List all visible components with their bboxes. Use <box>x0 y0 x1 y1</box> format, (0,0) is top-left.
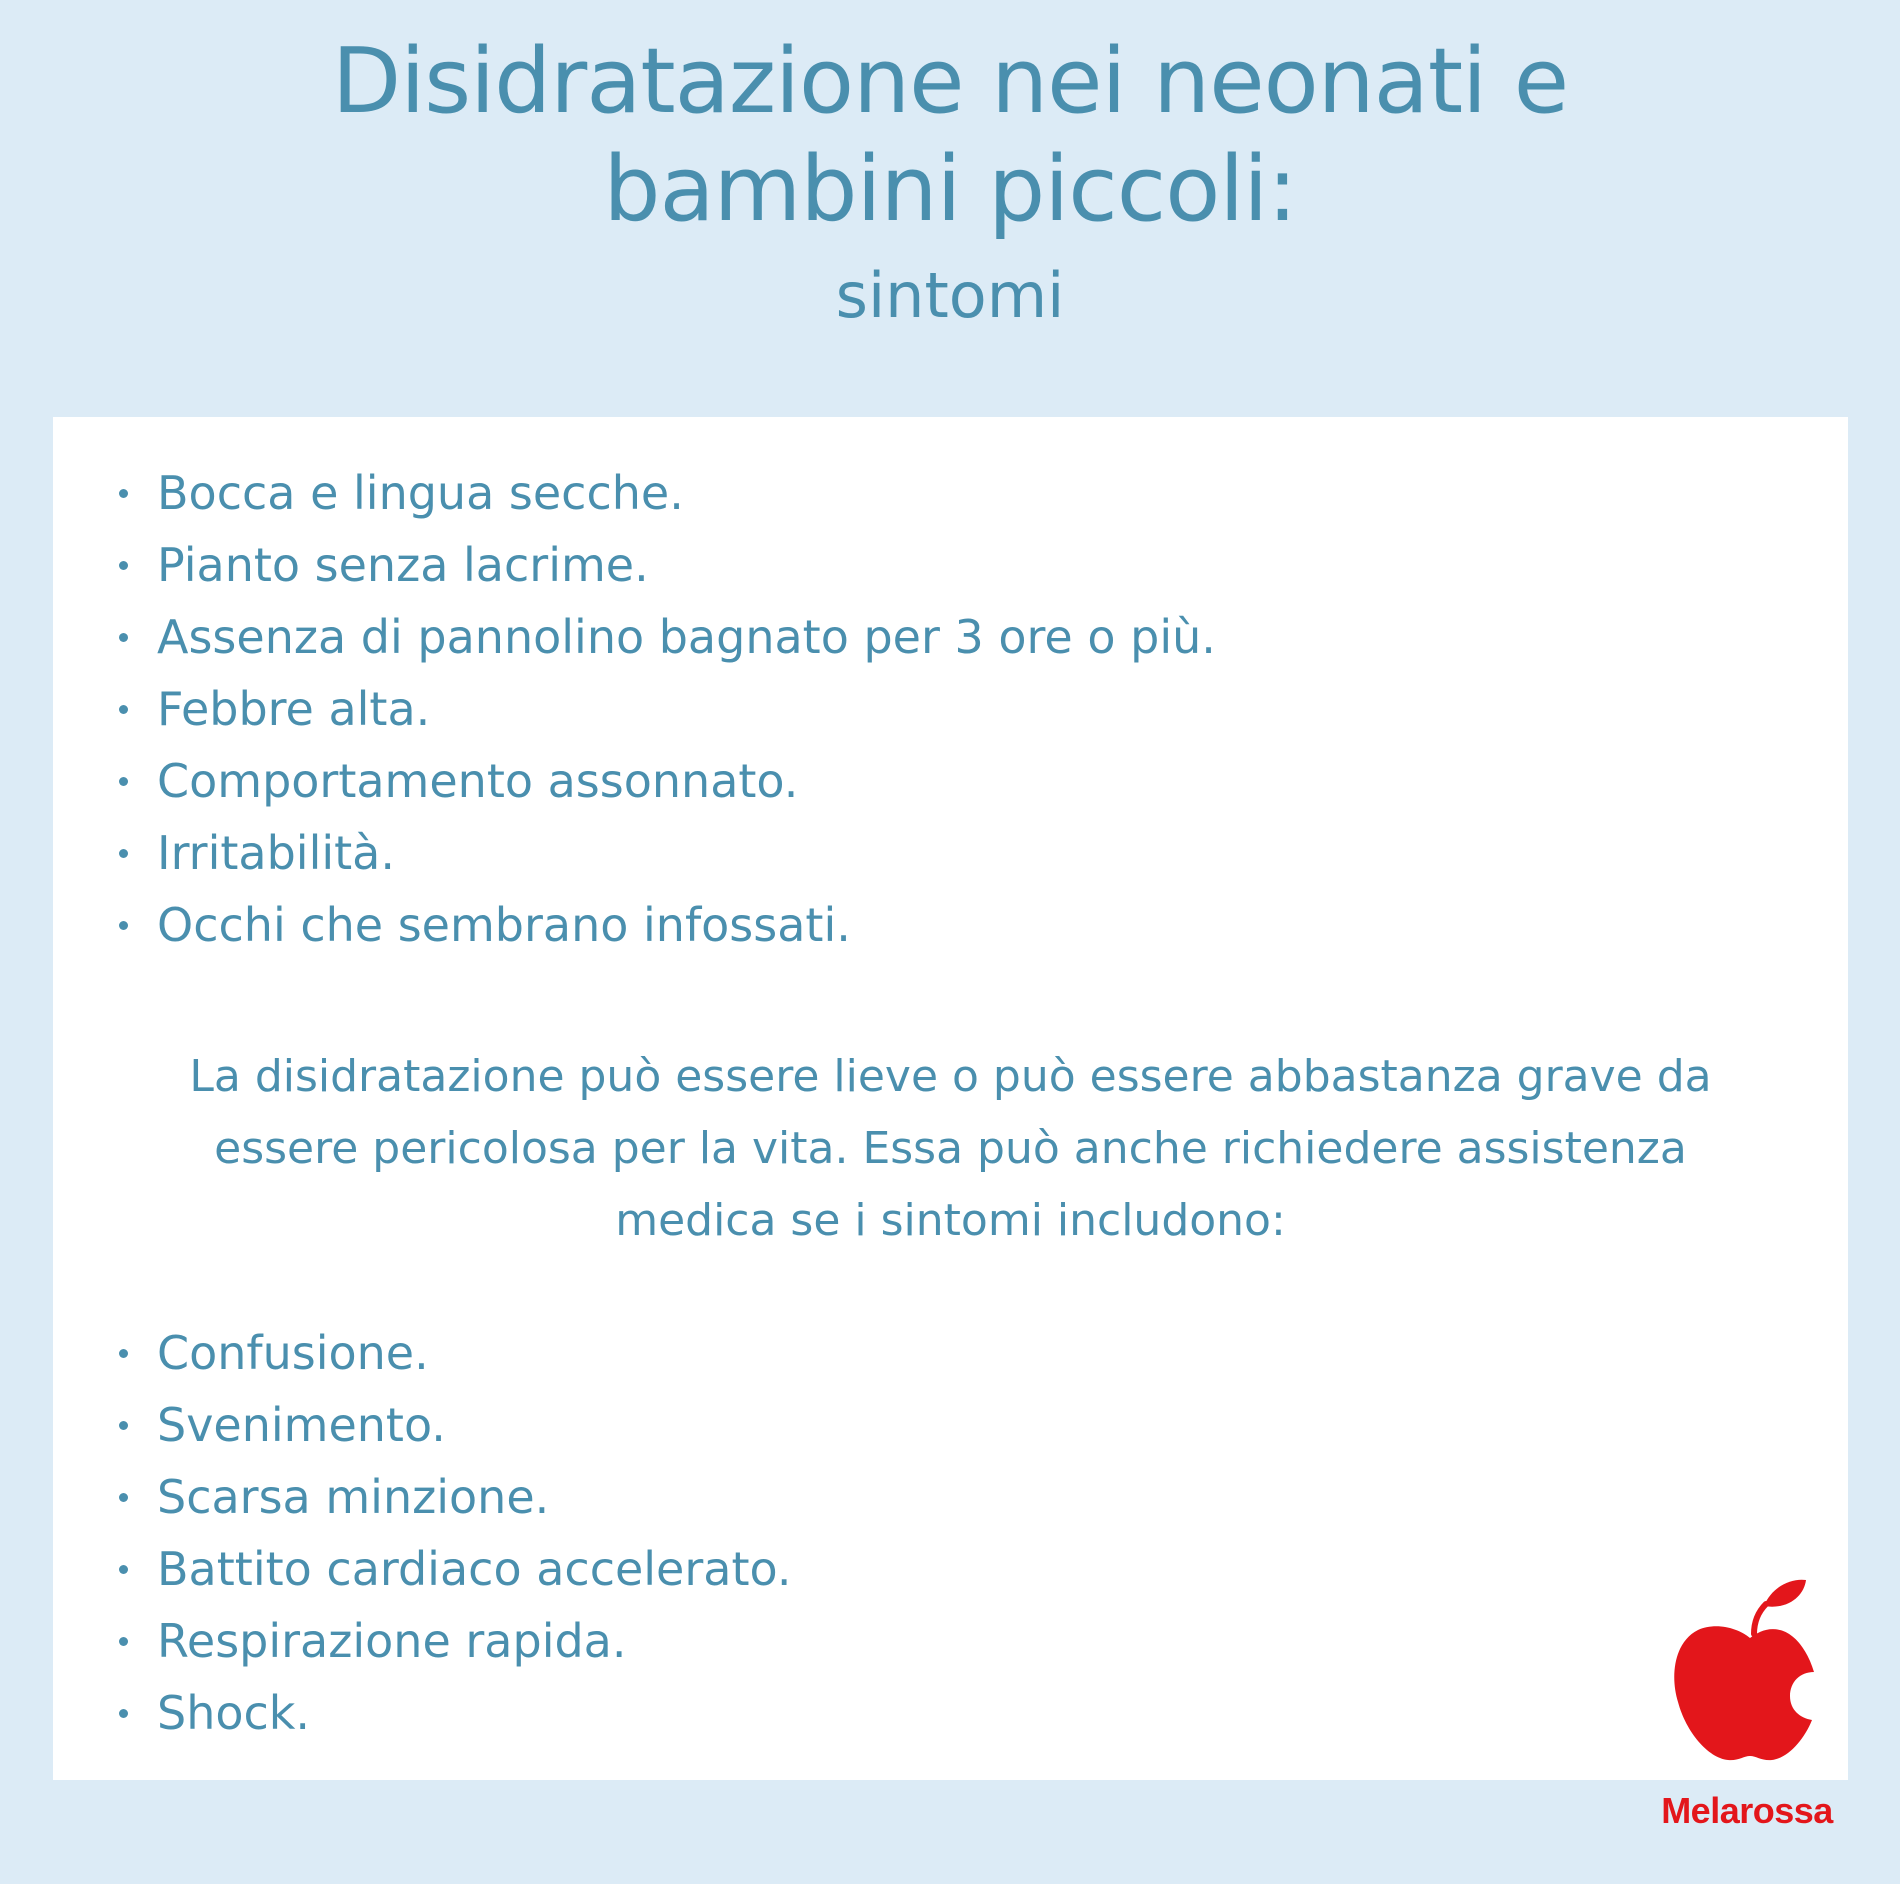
header <box>0 28 1900 334</box>
list-item-text: Comportamento assonnato. <box>157 754 799 808</box>
bullet-icon <box>119 1637 128 1646</box>
bullet-icon <box>119 1493 128 1502</box>
list-item <box>113 1389 791 1461</box>
list-item-text: Battito cardiaco accelerato. <box>157 1542 792 1596</box>
red-apple-icon <box>1668 1572 1828 1772</box>
list-item <box>113 745 1216 817</box>
page-title-line-1: Disidratazione nei neonati e <box>331 29 1569 134</box>
list-item-text: Irritabilità. <box>157 826 395 880</box>
brand-name: Melarossa <box>1661 1790 1833 1831</box>
list-item <box>113 817 1216 889</box>
page-subtitle: sintomi <box>835 259 1065 332</box>
bullet-icon <box>119 1421 128 1430</box>
paragraph-line-2: essere pericolosa per la vita. Essa può anche richiedere assistenza <box>214 1123 1687 1174</box>
bullet-icon <box>119 849 128 858</box>
bullet-icon <box>119 705 128 714</box>
paragraph-line-1: La disidratazione può essere lieve o può essere abbastanza grave da <box>189 1051 1712 1102</box>
list-item-text: Confusione. <box>157 1326 429 1380</box>
list-item-text: Shock. <box>157 1686 311 1740</box>
list-item-text: Assenza di pannolino bagnato per 3 ore o più. <box>157 610 1216 664</box>
severe-symptoms-list <box>113 1317 791 1749</box>
bullet-icon <box>119 489 128 498</box>
list-item-text: Scarsa minzione. <box>157 1470 550 1524</box>
list-item <box>113 1677 791 1749</box>
paragraph-line-3: medica se i sintomi includono: <box>615 1195 1286 1246</box>
list-item <box>113 1461 791 1533</box>
bullet-icon <box>119 1565 128 1574</box>
list-item <box>113 1533 791 1605</box>
list-item-text: Pianto senza lacrime. <box>157 538 649 592</box>
list-item <box>113 601 1216 673</box>
list-item-text: Bocca e lingua secche. <box>157 466 684 520</box>
content-card <box>53 417 1848 1780</box>
symptoms-list <box>113 457 1216 961</box>
list-item-text: Respirazione rapida. <box>157 1614 627 1668</box>
list-item-text: Occhi che sembrano infossati. <box>157 898 851 952</box>
list-item <box>113 529 1216 601</box>
bullet-icon <box>119 921 128 930</box>
bullet-icon <box>119 633 128 642</box>
bullet-icon <box>119 561 128 570</box>
list-item-text: Febbre alta. <box>157 682 431 736</box>
list-item <box>113 889 1216 961</box>
list-item <box>113 673 1216 745</box>
bullet-icon <box>119 1349 128 1358</box>
bullet-icon <box>119 777 128 786</box>
list-item-text: Svenimento. <box>157 1398 446 1452</box>
brand-logo <box>1642 1572 1852 1832</box>
bullet-icon <box>119 1709 128 1718</box>
list-item <box>113 1317 791 1389</box>
list-item <box>113 457 1216 529</box>
warning-paragraph <box>53 1041 1848 1257</box>
page-title-line-2: bambini piccoli: <box>603 137 1297 242</box>
list-item <box>113 1605 791 1677</box>
